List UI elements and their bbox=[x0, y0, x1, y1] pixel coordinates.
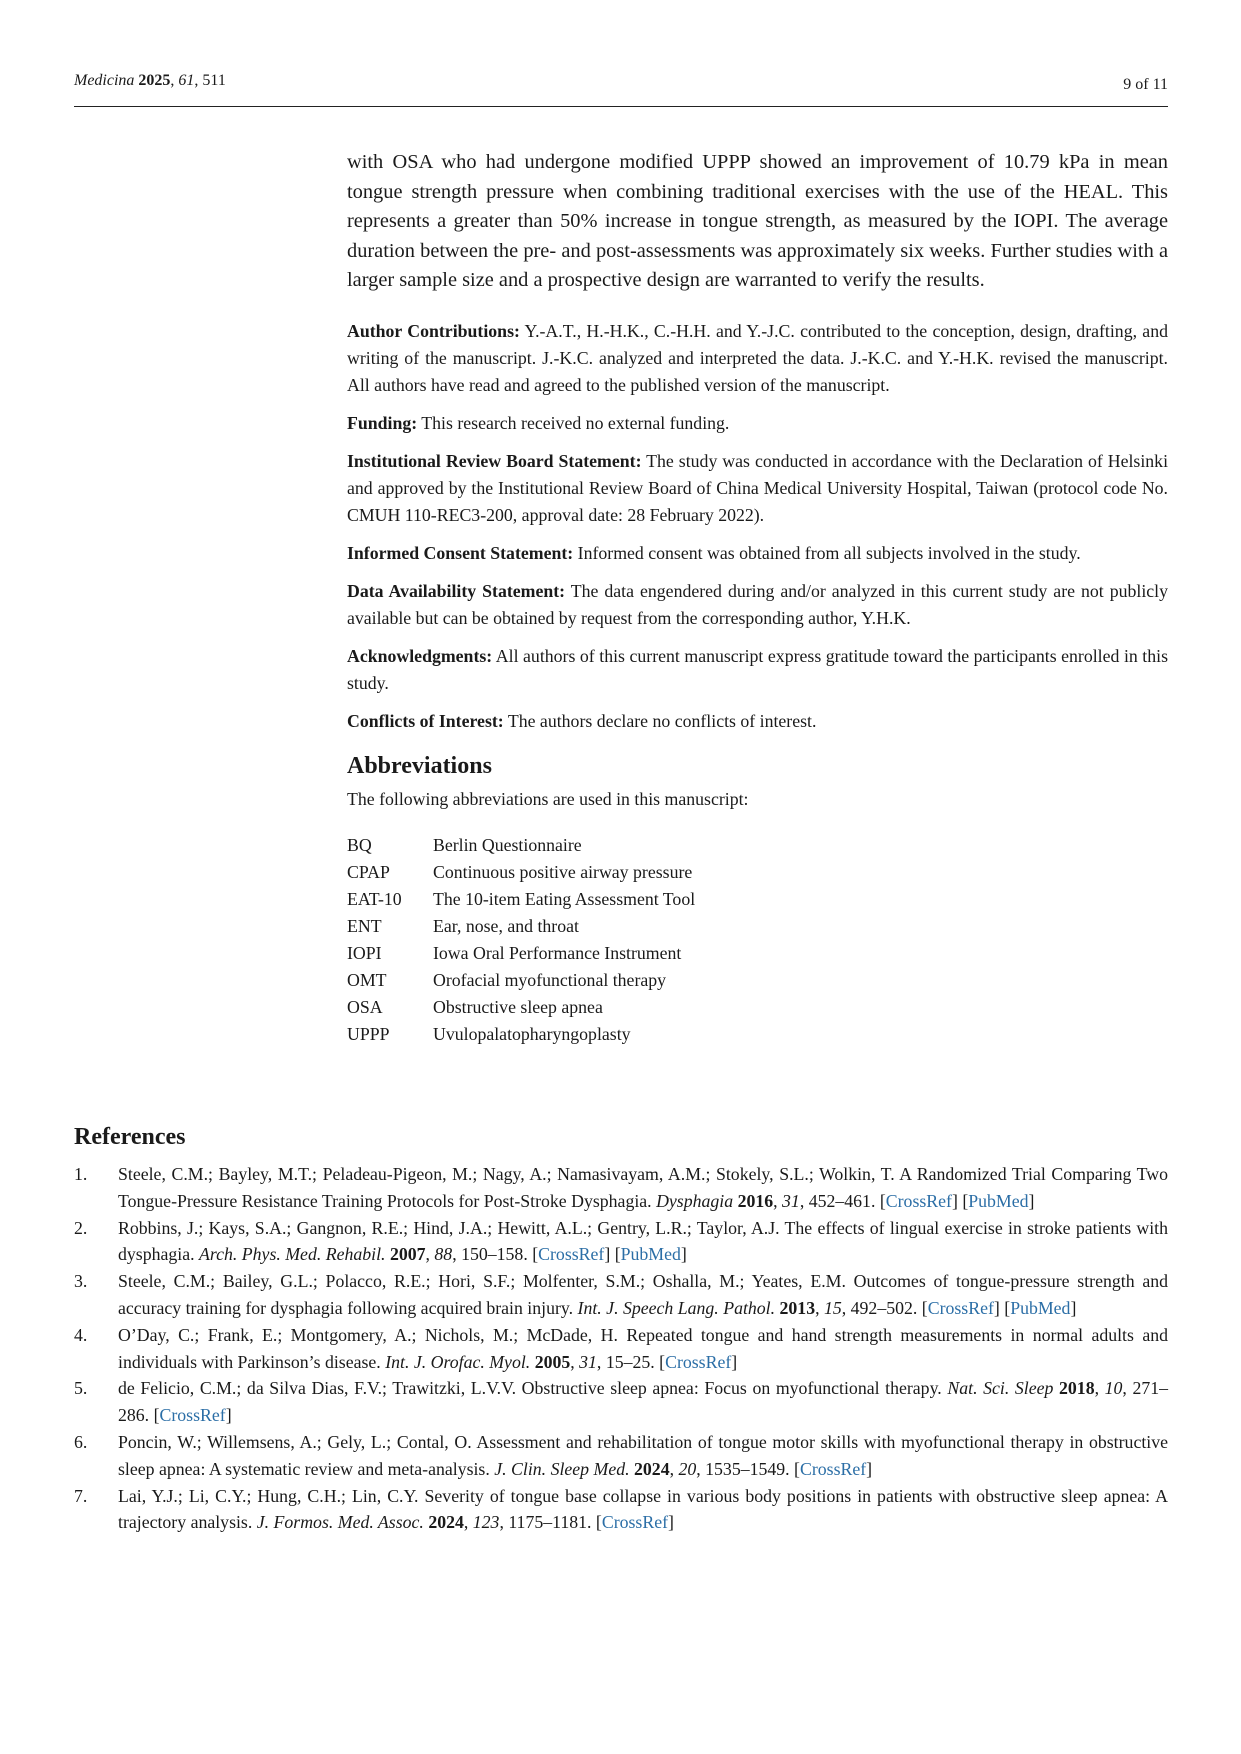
reference-journal: Nat. Sci. Sleep bbox=[947, 1378, 1054, 1399]
abbreviation-row bbox=[347, 967, 695, 994]
reference-pages: 1175–1181. bbox=[508, 1512, 592, 1533]
abbreviation-definition: Berlin Questionnaire bbox=[433, 834, 582, 855]
page-number: 9 of 11 bbox=[1123, 76, 1168, 93]
reference-authors-title: Poncin, W.; Willemsens, A.; Gely, L.; Contal, O. Assessment and rehabilitation of tongue motor skills with myofunctional therapy in obstructive sleep apnea: A systematic review and meta-analysis. bbox=[118, 1431, 1168, 1479]
reference-volume: 10 bbox=[1104, 1378, 1123, 1399]
reference-item: 1. Steele, C.M.; Bayley, M.T.; Peladeau-Pigeon, M.; Nagy, A.; Namasivayam, A.M.; Stokely, S.L.; Wolkin, T. A Randomized Trial Comparing Two Tongue-Pressure Resistance Training Protocols for Post-Stroke Dysphagia. Dysphagia 2016, 31, 452–461. [CrossRef] [PubMed] bbox=[74, 1161, 1168, 1215]
abbreviation-definition: Obstructive sleep apnea bbox=[433, 996, 603, 1017]
abbreviation-term: OMT bbox=[347, 969, 387, 990]
abbreviations-title: Abbreviations bbox=[347, 752, 492, 779]
section-text: The data engendered during and/or analyzed in this current study are not publicly available but can be obtained by request from the corresponding author, Y.H.K. bbox=[347, 580, 1168, 628]
abbreviation-row bbox=[347, 994, 695, 1021]
reference-authors-title: Lai, Y.J.; Li, C.Y.; Hung, C.H.; Lin, C.Y. Severity of tongue base collapse in various body positions in patients with obstructive sleep apnea: A trajectory analysis. bbox=[118, 1485, 1168, 1533]
reference-authors-title: de Felicio, C.M.; da Silva Dias, F.V.; Trawitzki, L.V.V. Obstructive sleep apnea: Focus on myofunctional therapy. bbox=[118, 1378, 942, 1399]
back-matter-section bbox=[347, 540, 1168, 567]
back-matter-section bbox=[347, 708, 1168, 735]
crossref-link[interactable]: CrossRef bbox=[538, 1244, 605, 1265]
section-text: All authors of this current manuscript express gratitude toward the participants enrolled in this study. bbox=[347, 645, 1168, 693]
conclusion-paragraph: with OSA who had undergone modified UPPP showed an improvement of 10.79 kPa in mean tongue strength pressure when combining traditional exercises with the use of the HEAL. This represents a greater than 50% increase in tongue strength, as measured by the IOPI. The average duration between the pre- and post-assessments was approximately six weeks. Further studies with a larger sample size and a prospective design are warranted to verify the results. bbox=[347, 151, 1168, 291]
reference-journal: Dysphagia bbox=[656, 1190, 734, 1211]
reference-number: 4. bbox=[74, 1324, 88, 1345]
reference-number: 2. bbox=[74, 1217, 88, 1238]
reference-year: 2024 bbox=[428, 1512, 464, 1533]
reference-item: 7. Lai, Y.J.; Li, C.Y.; Hung, C.H.; Lin, C.Y. Severity of tongue base collapse in various body positions in patients with obstructive sleep apnea: A trajectory analysis. J. Formos. Med. Assoc. 2024, 123, 1175–1181. [CrossRef] bbox=[74, 1483, 1168, 1537]
reference-pages: 15–25. bbox=[605, 1351, 655, 1372]
references-section bbox=[74, 1124, 1168, 1536]
reference-pages: 150–158. bbox=[461, 1244, 528, 1265]
journal-volume: 61 bbox=[178, 72, 195, 89]
reference-year: 2005 bbox=[534, 1351, 571, 1372]
section-heading: Author Contributions: bbox=[347, 320, 520, 341]
reference-item: 2. Robbins, J.; Kays, S.A.; Gangnon, R.E.; Hind, J.A.; Hewitt, A.L.; Gentry, L.R.; Taylor, A.J. The effects of lingual exercise in stroke patients with dysphagia. Arch. Phys. Med. Rehabil. 2007, 88, 150–158. [CrossRef] [PubMed] bbox=[74, 1215, 1168, 1269]
pubmed-link[interactable]: PubMed bbox=[620, 1244, 681, 1265]
section-text: The authors declare no conflicts of interest. bbox=[507, 710, 817, 731]
reference-number: 3. bbox=[74, 1271, 88, 1292]
abbreviations-table bbox=[347, 832, 695, 1048]
page-header bbox=[74, 72, 1168, 107]
reference-number: 1. bbox=[74, 1164, 88, 1184]
reference-item: 4. O’Day, C.; Frank, E.; Montgomery, A.; Nichols, M.; McDade, H. Repeated tongue and hand strength measurements in normal adults and individuals with Parkinson’s disease. Int. J. Orofac. Myol. 2005, 31, 15–25. [CrossRef] bbox=[74, 1322, 1168, 1376]
abbreviation-definition: Orofacial myofunctional therapy bbox=[433, 969, 667, 990]
section-heading: Acknowledgments: bbox=[347, 645, 493, 666]
back-matter-section bbox=[347, 578, 1168, 632]
abbreviation-definition: Iowa Oral Performance Instrument bbox=[433, 942, 682, 963]
back-matter-section bbox=[347, 643, 1168, 697]
back-matter-section bbox=[347, 410, 1168, 437]
crossref-link[interactable]: CrossRef bbox=[885, 1190, 952, 1211]
reference-authors-title: Steele, C.M.; Bayley, M.T.; Peladeau-Pigeon, M.; Nagy, A.; Namasivayam, A.M.; Stokely, S.L.; Wolkin, T. A Randomized Trial Comparing Two Tongue-Pressure Resistance Training Protocols for Post-Stroke Dysphagia. bbox=[118, 1164, 1168, 1211]
reference-volume: 31 bbox=[579, 1351, 597, 1372]
reference-journal: J. Clin. Sleep Med. bbox=[494, 1458, 630, 1479]
crossref-link[interactable]: CrossRef bbox=[799, 1458, 867, 1479]
crossref-link[interactable]: CrossRef bbox=[601, 1512, 669, 1533]
abbreviation-row bbox=[347, 1021, 695, 1048]
reference-item: 5. de Felicio, C.M.; da Silva Dias, F.V.; Trawitzki, L.V.V. Obstructive sleep apnea: Focus on myofunctional therapy. Nat. Sci. Sleep 2018, 10, 271–286. [CrossRef] bbox=[74, 1375, 1168, 1429]
reference-journal: Arch. Phys. Med. Rehabil. bbox=[199, 1244, 386, 1265]
crossref-link[interactable]: CrossRef bbox=[665, 1351, 732, 1372]
abbreviation-term: BQ bbox=[347, 834, 372, 855]
references-title: References bbox=[74, 1124, 186, 1150]
reference-journal: Int. J. Speech Lang. Pathol. bbox=[577, 1297, 776, 1318]
pubmed-link[interactable]: PubMed bbox=[1010, 1297, 1071, 1318]
reference-volume: 20 bbox=[678, 1458, 697, 1479]
reference-year: 2016 bbox=[737, 1190, 774, 1211]
reference-year: 2024 bbox=[634, 1458, 670, 1479]
reference-number: 7. bbox=[74, 1485, 88, 1506]
back-matter bbox=[347, 318, 1168, 735]
reference-volume: 31 bbox=[782, 1190, 800, 1211]
abbreviation-row bbox=[347, 886, 695, 913]
abbreviation-term: EAT-10 bbox=[347, 888, 402, 909]
reference-pages: 452–461. bbox=[808, 1190, 876, 1211]
reference-item: 3. Steele, C.M.; Bailey, G.L.; Polacco, R.E.; Hori, S.F.; Molfenter, S.M.; Oshalla, M.; Yeates, E.M. Outcomes of tongue-pressure strength and accuracy training for dysphagia following acquired brain injury. Int. J. Speech Lang. Pathol. 2013, 15, 492–502. [CrossRef] [PubMed] bbox=[74, 1268, 1168, 1322]
reference-number: 5. bbox=[74, 1378, 88, 1399]
journal-name: Medicina bbox=[74, 72, 135, 89]
abbreviation-row bbox=[347, 940, 695, 967]
section-text: Y.-A.T., H.-H.K., C.-H.H. and Y.-J.C. contributed to the conception, design, drafting, and writing of the manuscript. J.-K.C. analyzed and interpreted the data. J.-K.C. and Y.-H.K. revised the manuscript. All authors have read and agreed to the published version of the manuscript. bbox=[347, 320, 1168, 395]
crossref-link[interactable]: CrossRef bbox=[927, 1297, 994, 1318]
reference-journal: Int. J. Orofac. Myol. bbox=[385, 1351, 531, 1372]
back-matter-section bbox=[347, 318, 1168, 399]
section-heading: Funding: bbox=[347, 412, 418, 433]
reference-authors-title: O’Day, C.; Frank, E.; Montgomery, A.; Nichols, M.; McDade, H. Repeated tongue and hand strength measurements in normal adults and individuals with Parkinson’s disease. bbox=[118, 1324, 1168, 1372]
abbreviation-term: OSA bbox=[347, 996, 383, 1017]
abbreviation-term: CPAP bbox=[347, 861, 390, 882]
abbreviation-definition: Uvulopalatopharyngoplasty bbox=[433, 1023, 631, 1044]
main-content bbox=[347, 148, 1168, 1048]
abbreviation-row bbox=[347, 913, 695, 940]
journal-year: 2025 bbox=[138, 72, 171, 89]
reference-authors-title: Robbins, J.; Kays, S.A.; Gangnon, R.E.; Hind, J.A.; Hewitt, A.L.; Gentry, L.R.; Taylor, A.J. The effects of lingual exercise in stroke patients with dysphagia. bbox=[118, 1217, 1168, 1265]
reference-item: 6. Poncin, W.; Willemsens, A.; Gely, L.; Contal, O. Assessment and rehabilitation of tongue motor skills with myofunctional therapy in obstructive sleep apnea: A systematic review and meta-analysis. J. Clin. Sleep Med. 2024, 20, 1535–1549. [CrossRef] bbox=[74, 1429, 1168, 1483]
section-heading: Conflicts of Interest: bbox=[347, 710, 504, 731]
reference-year: 2013 bbox=[779, 1297, 816, 1318]
crossref-link[interactable]: CrossRef bbox=[159, 1405, 226, 1426]
references-list bbox=[74, 1161, 1168, 1536]
reference-authors-title: Steele, C.M.; Bailey, G.L.; Polacco, R.E.; Hori, S.F.; Molfenter, S.M.; Oshalla, M.; Yeates, E.M. Outcomes of tongue-pressure strength and accuracy training for dysphagia following acquired brain injury. bbox=[118, 1271, 1168, 1318]
reference-pages: 271–286. bbox=[118, 1378, 1169, 1426]
reference-volume: 15 bbox=[823, 1297, 842, 1318]
reference-pages: 1535–1549. bbox=[705, 1458, 790, 1479]
abbreviation-term: ENT bbox=[347, 915, 382, 936]
section-text: Informed consent was obtained from all subjects involved in the study. bbox=[577, 542, 1081, 563]
abbreviation-term: UPPP bbox=[347, 1023, 390, 1044]
section-heading: Informed Consent Statement: bbox=[347, 542, 574, 563]
section-text: The study was conducted in accordance with the Declaration of Helsinki and approved by the Institutional Review Board of China Medical University Hospital, Taiwan (protocol code No. CMUH 110-REC3-200, approval date: 28 February 2022). bbox=[347, 450, 1169, 525]
reference-volume: 123 bbox=[472, 1512, 500, 1533]
reference-year: 2018 bbox=[1059, 1378, 1095, 1399]
reference-year: 2007 bbox=[389, 1244, 426, 1265]
section-heading: Data Availability Statement: bbox=[347, 580, 566, 601]
journal-citation: Medicina 2025, 61, 511 bbox=[74, 72, 226, 89]
section-text: This research received no external funding. bbox=[421, 412, 730, 433]
reference-volume: 88 bbox=[434, 1244, 453, 1265]
reference-pages: 492–502. bbox=[850, 1297, 918, 1318]
back-matter-section bbox=[347, 448, 1168, 529]
abbreviations-intro: The following abbreviations are used in this manuscript: bbox=[347, 788, 749, 809]
pubmed-link[interactable]: PubMed bbox=[968, 1190, 1029, 1211]
abbreviation-definition: Ear, nose, and throat bbox=[433, 915, 579, 936]
section-heading: Institutional Review Board Statement: bbox=[347, 450, 642, 471]
abbreviation-definition: The 10-item Eating Assessment Tool bbox=[433, 888, 696, 909]
abbreviation-term: IOPI bbox=[347, 942, 382, 963]
abbreviation-definition: Continuous positive airway pressure bbox=[433, 861, 693, 882]
abbreviation-row bbox=[347, 859, 695, 886]
abbreviation-row bbox=[347, 832, 695, 859]
article-number: 511 bbox=[202, 72, 226, 89]
reference-journal: J. Formos. Med. Assoc. bbox=[256, 1512, 424, 1533]
reference-number: 6. bbox=[74, 1431, 88, 1452]
